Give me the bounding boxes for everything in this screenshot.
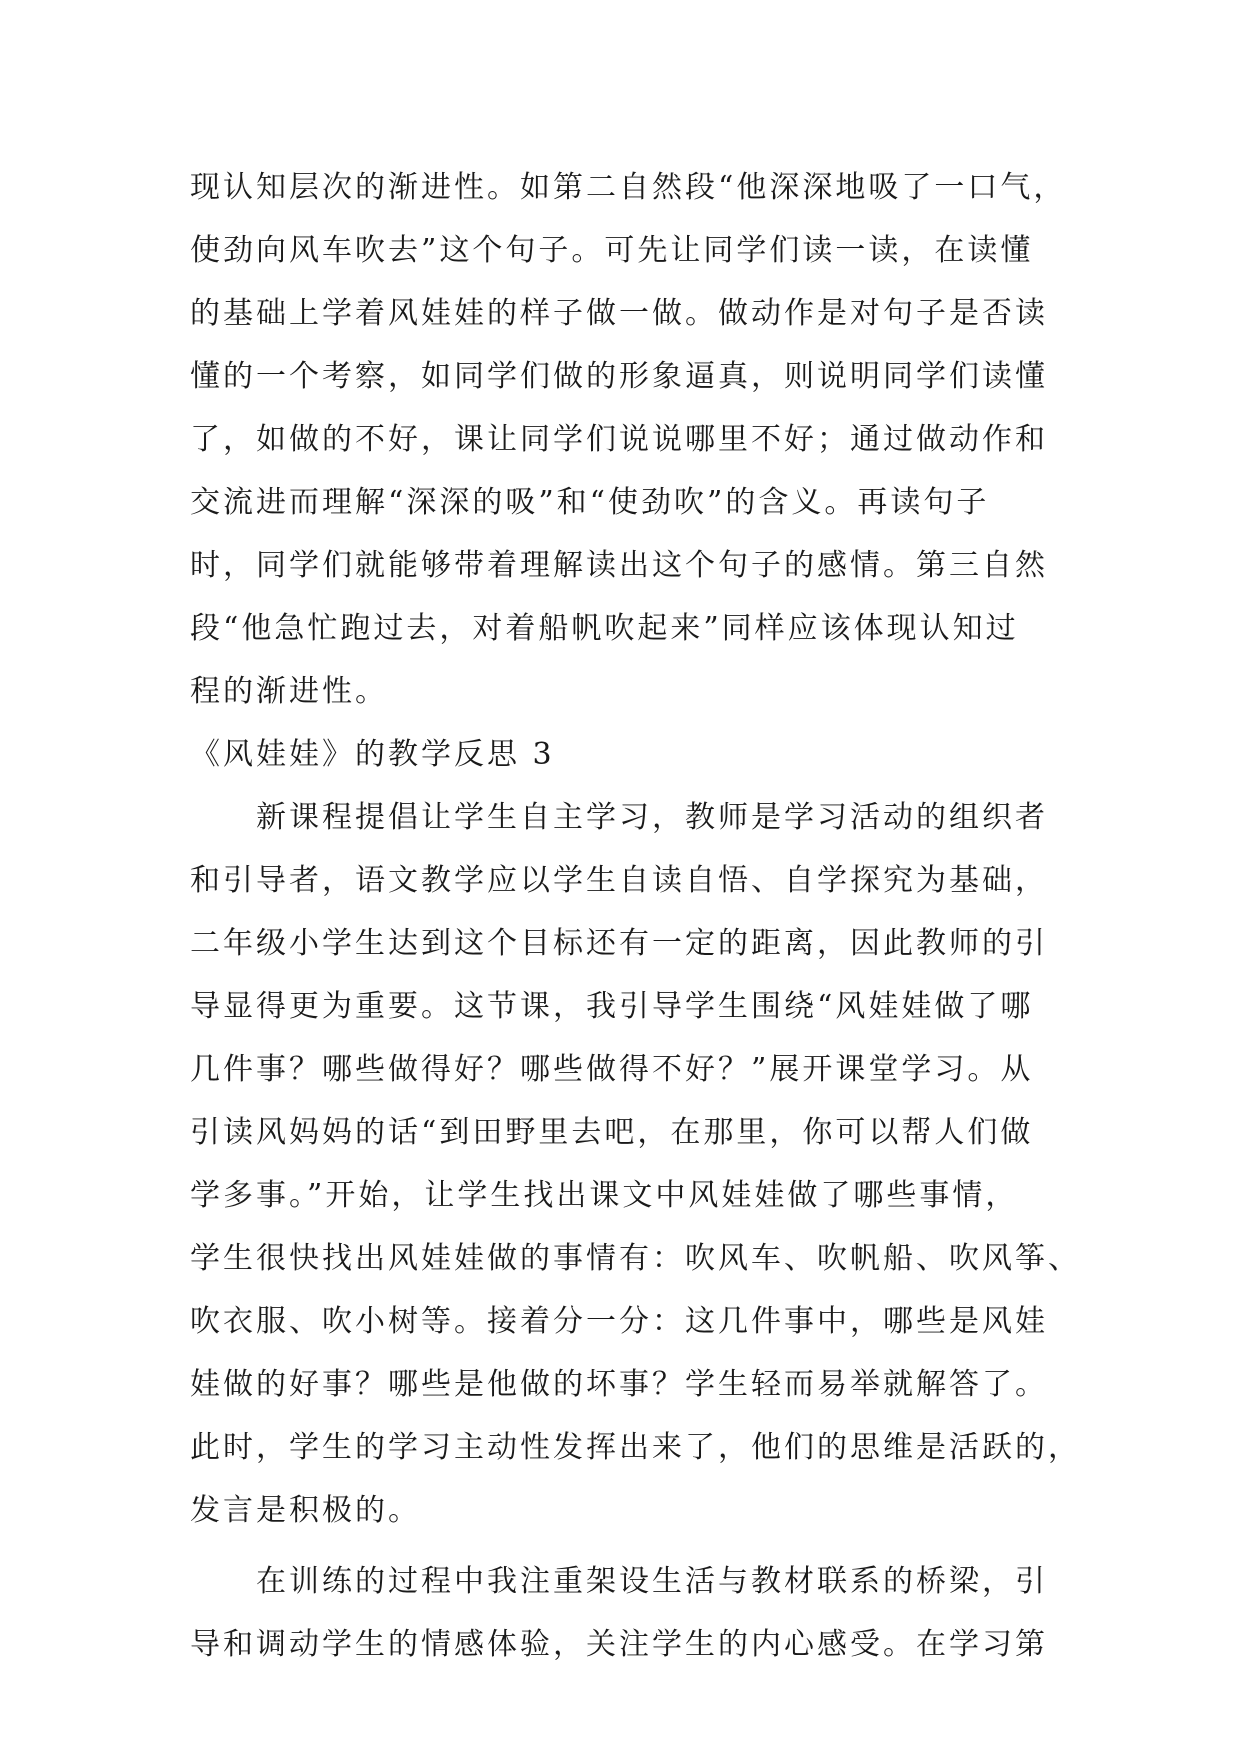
text-line: 的基础上学着风娃娃的样子做一做。做动作是对句子是否读	[190, 296, 1048, 331]
paragraph-spacer	[190, 1542, 1070, 1550]
text-line: 导显得更为重要。这节课，我引导学生围绕“风娃娃做了哪	[190, 989, 1034, 1024]
document-body	[190, 156, 1081, 1676]
text-line: 学生很快找出风娃娃做的事情有：吹风车、吹帆船、吹风筝、	[190, 1241, 1081, 1276]
text-line: 使劲向风车吹去”这个句子。可先让同学们读一读，在读懂	[190, 233, 1034, 268]
text-line: 引读风妈妈的话“到田野里去吧，在那里，你可以帮人们做	[190, 1115, 1034, 1150]
text-line: 在训练的过程中我注重架设生活与教材联系的桥梁，引	[256, 1564, 1048, 1599]
text-line: 此时，学生的学习主动性发挥出来了，他们的思维是活跃的，	[190, 1430, 1081, 1465]
section-heading: 《风娃娃》的教学反思 3	[190, 737, 555, 772]
text-line: 学多事。”开始，让学生找出课文中风娃娃做了哪些事情，	[190, 1178, 1019, 1213]
paragraph	[190, 1550, 1070, 1676]
text-line: 程的渐进性。	[190, 674, 388, 709]
text-line: 发言是积极的。	[190, 1493, 421, 1528]
text-line: 交流进而理解“深深的吸”和“使劲吹”的含义。再读句子	[190, 485, 990, 520]
paragraph	[190, 786, 1081, 1542]
text-line: 时，同学们就能够带着理解读出这个句子的感情。第三自然	[190, 548, 1048, 583]
text-line: 几件事？哪些做得好？哪些做得不好？”展开课堂学习。从	[190, 1052, 1034, 1087]
text-line: 和引导者，语文教学应以学生自读自悟、自学探究为基础，	[190, 863, 1048, 898]
text-line: 导和调动学生的情感体验，关注学生的内心感受。在学习第	[190, 1627, 1048, 1662]
text-line: 了，如做的不好，课让同学们说说哪里不好；通过做动作和	[190, 422, 1048, 457]
text-line: 二年级小学生达到这个目标还有一定的距离，因此教师的引	[190, 926, 1048, 961]
text-line: 段“他急忙跑过去，对着船帆吹起来”同样应该体现认知过	[190, 611, 1019, 646]
text-line: 新课程提倡让学生自主学习，教师是学习活动的组织者	[256, 800, 1048, 835]
text-line: 吹衣服、吹小树等。接着分一分：这几件事中，哪些是风娃	[190, 1304, 1048, 1339]
text-line: 懂的一个考察，如同学们做的形象逼真，则说明同学们读懂	[190, 359, 1048, 394]
text-line: 娃做的好事？哪些是他做的坏事？学生轻而易举就解答了。	[190, 1367, 1048, 1402]
paragraph	[190, 156, 1070, 723]
text-line: 现认知层次的渐进性。如第二自然段“他深深地吸了一口气，	[190, 170, 1067, 205]
